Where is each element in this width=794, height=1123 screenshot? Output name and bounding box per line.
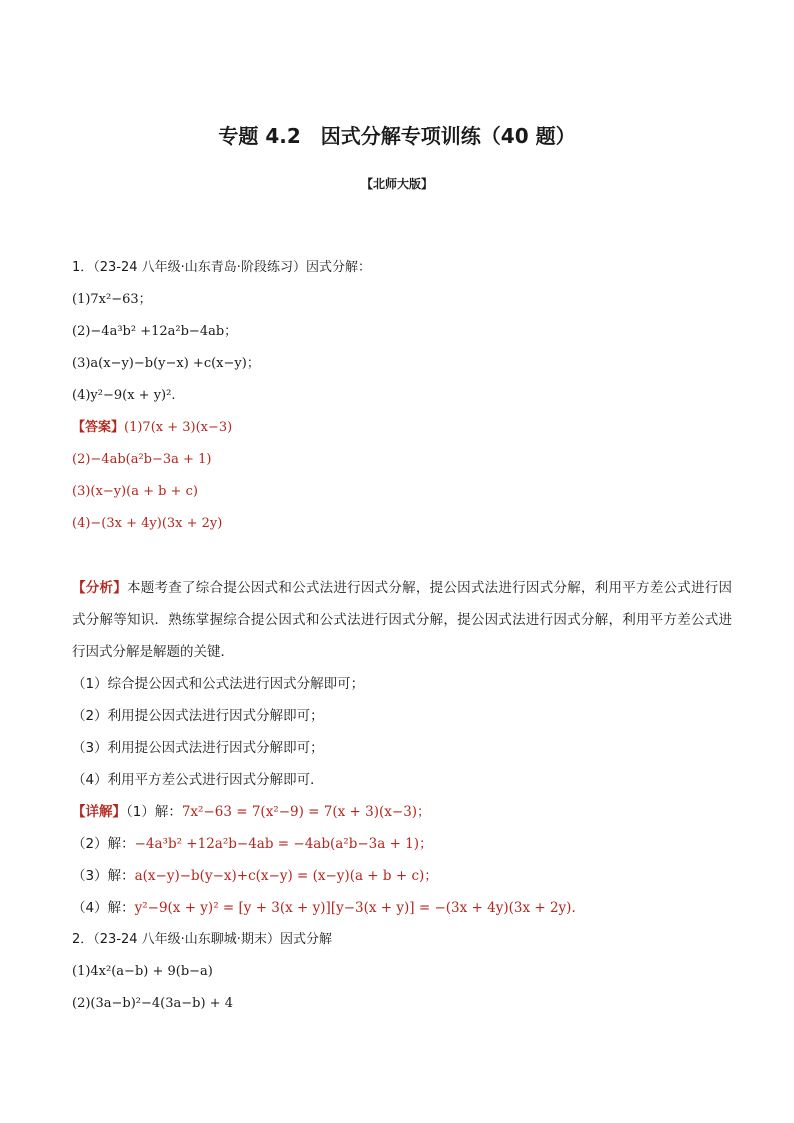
detail-1-math: 7x²−63 = 7(x²−9) = 7(x + 3)(x−3)； [181,804,431,820]
question-2-stem: 2．（23-24 八年级·山东聊城·期末）因式分解 [72,932,332,947]
question-1-item-4: (4)y²−9(x + y)². [72,388,176,403]
question-1-item-2: (2)−4a³b² +12a²b−4ab； [72,324,238,339]
analysis-step-1: （1）综合提公因式和公式法进行因式分解即可； [72,676,365,692]
document-body [72,252,732,1020]
detail-line-3 [72,860,732,892]
question-2-item-2: (2)(3a−b)²−4(3a−b) + 4 [72,996,233,1011]
analysis-paragraph [72,572,732,668]
page-title: 专题 4.2 因式分解专项训练（40 题） [218,124,576,148]
detail-label: 【详解】 [72,804,126,820]
answer-line-1 [72,412,732,444]
detail-3-math: a(x−y)−b(y−x)+c(x−y) = (x−y)(a + b + c)； [134,868,438,884]
answer-1: (1)7(x + 3)(x−3) [124,420,233,435]
detail-4-prefix: （4）解： [72,900,135,916]
edition-label: 【北师大版】 [360,177,433,191]
detail-2-prefix: （2）解： [72,836,135,852]
answer-label: 【答案】 [72,420,125,435]
answer-3: (3)(x−y)(a + b + c) [72,484,198,499]
detail-line-2 [72,828,732,860]
question-1-item-1: (1)7x²−63； [72,292,152,307]
answer-4: (4)−(3x + 4y)(3x + 2y) [72,516,223,531]
detail-2-math: −4a³b² +12a²b−4ab = −4ab(a²b−3a + 1)； [134,836,433,852]
analysis-label: 【分析】 [72,580,128,596]
question-1-item-3: (3)a(x−y)−b(y−x) +c(x−y)； [72,356,260,371]
detail-line-4 [72,892,732,924]
detail-line-1 [72,796,732,828]
question-2-item-1: (1)4x²(a−b) + 9(b−a) [72,964,213,979]
detail-3-prefix: （3）解： [72,868,135,884]
detail-1-prefix: （1）解： [126,804,182,820]
analysis-step-3: （3）利用提公因式法进行因式分解即可； [72,740,324,756]
analysis-step-4: （4）利用平方差公式进行因式分解即可． [72,772,324,788]
answer-2: (2)−4ab(a²b−3a + 1) [72,452,212,467]
detail-4-math: y²−9(x + y)² = [y + 3(x + y)][y−3(x + y)] = −(3x + 4y)(3x + 2y). [134,900,576,916]
question-1-stem: 1．（23-24 八年级·山东青岛·阶段练习）因式分解： [72,260,371,275]
analysis-text: 本题考查了综合提公因式和公式法进行因式分解，提公因式法进行因式分解，利用平方差公式进行因式分解等知识．熟练掌握综合提公因式和公式法进行因式分解，提公因式法进行因式分解，利用平方差公式进行因式分解是解题的关键． [72,580,733,660]
analysis-step-2: （2）利用提公因式法进行因式分解即可； [72,708,324,724]
